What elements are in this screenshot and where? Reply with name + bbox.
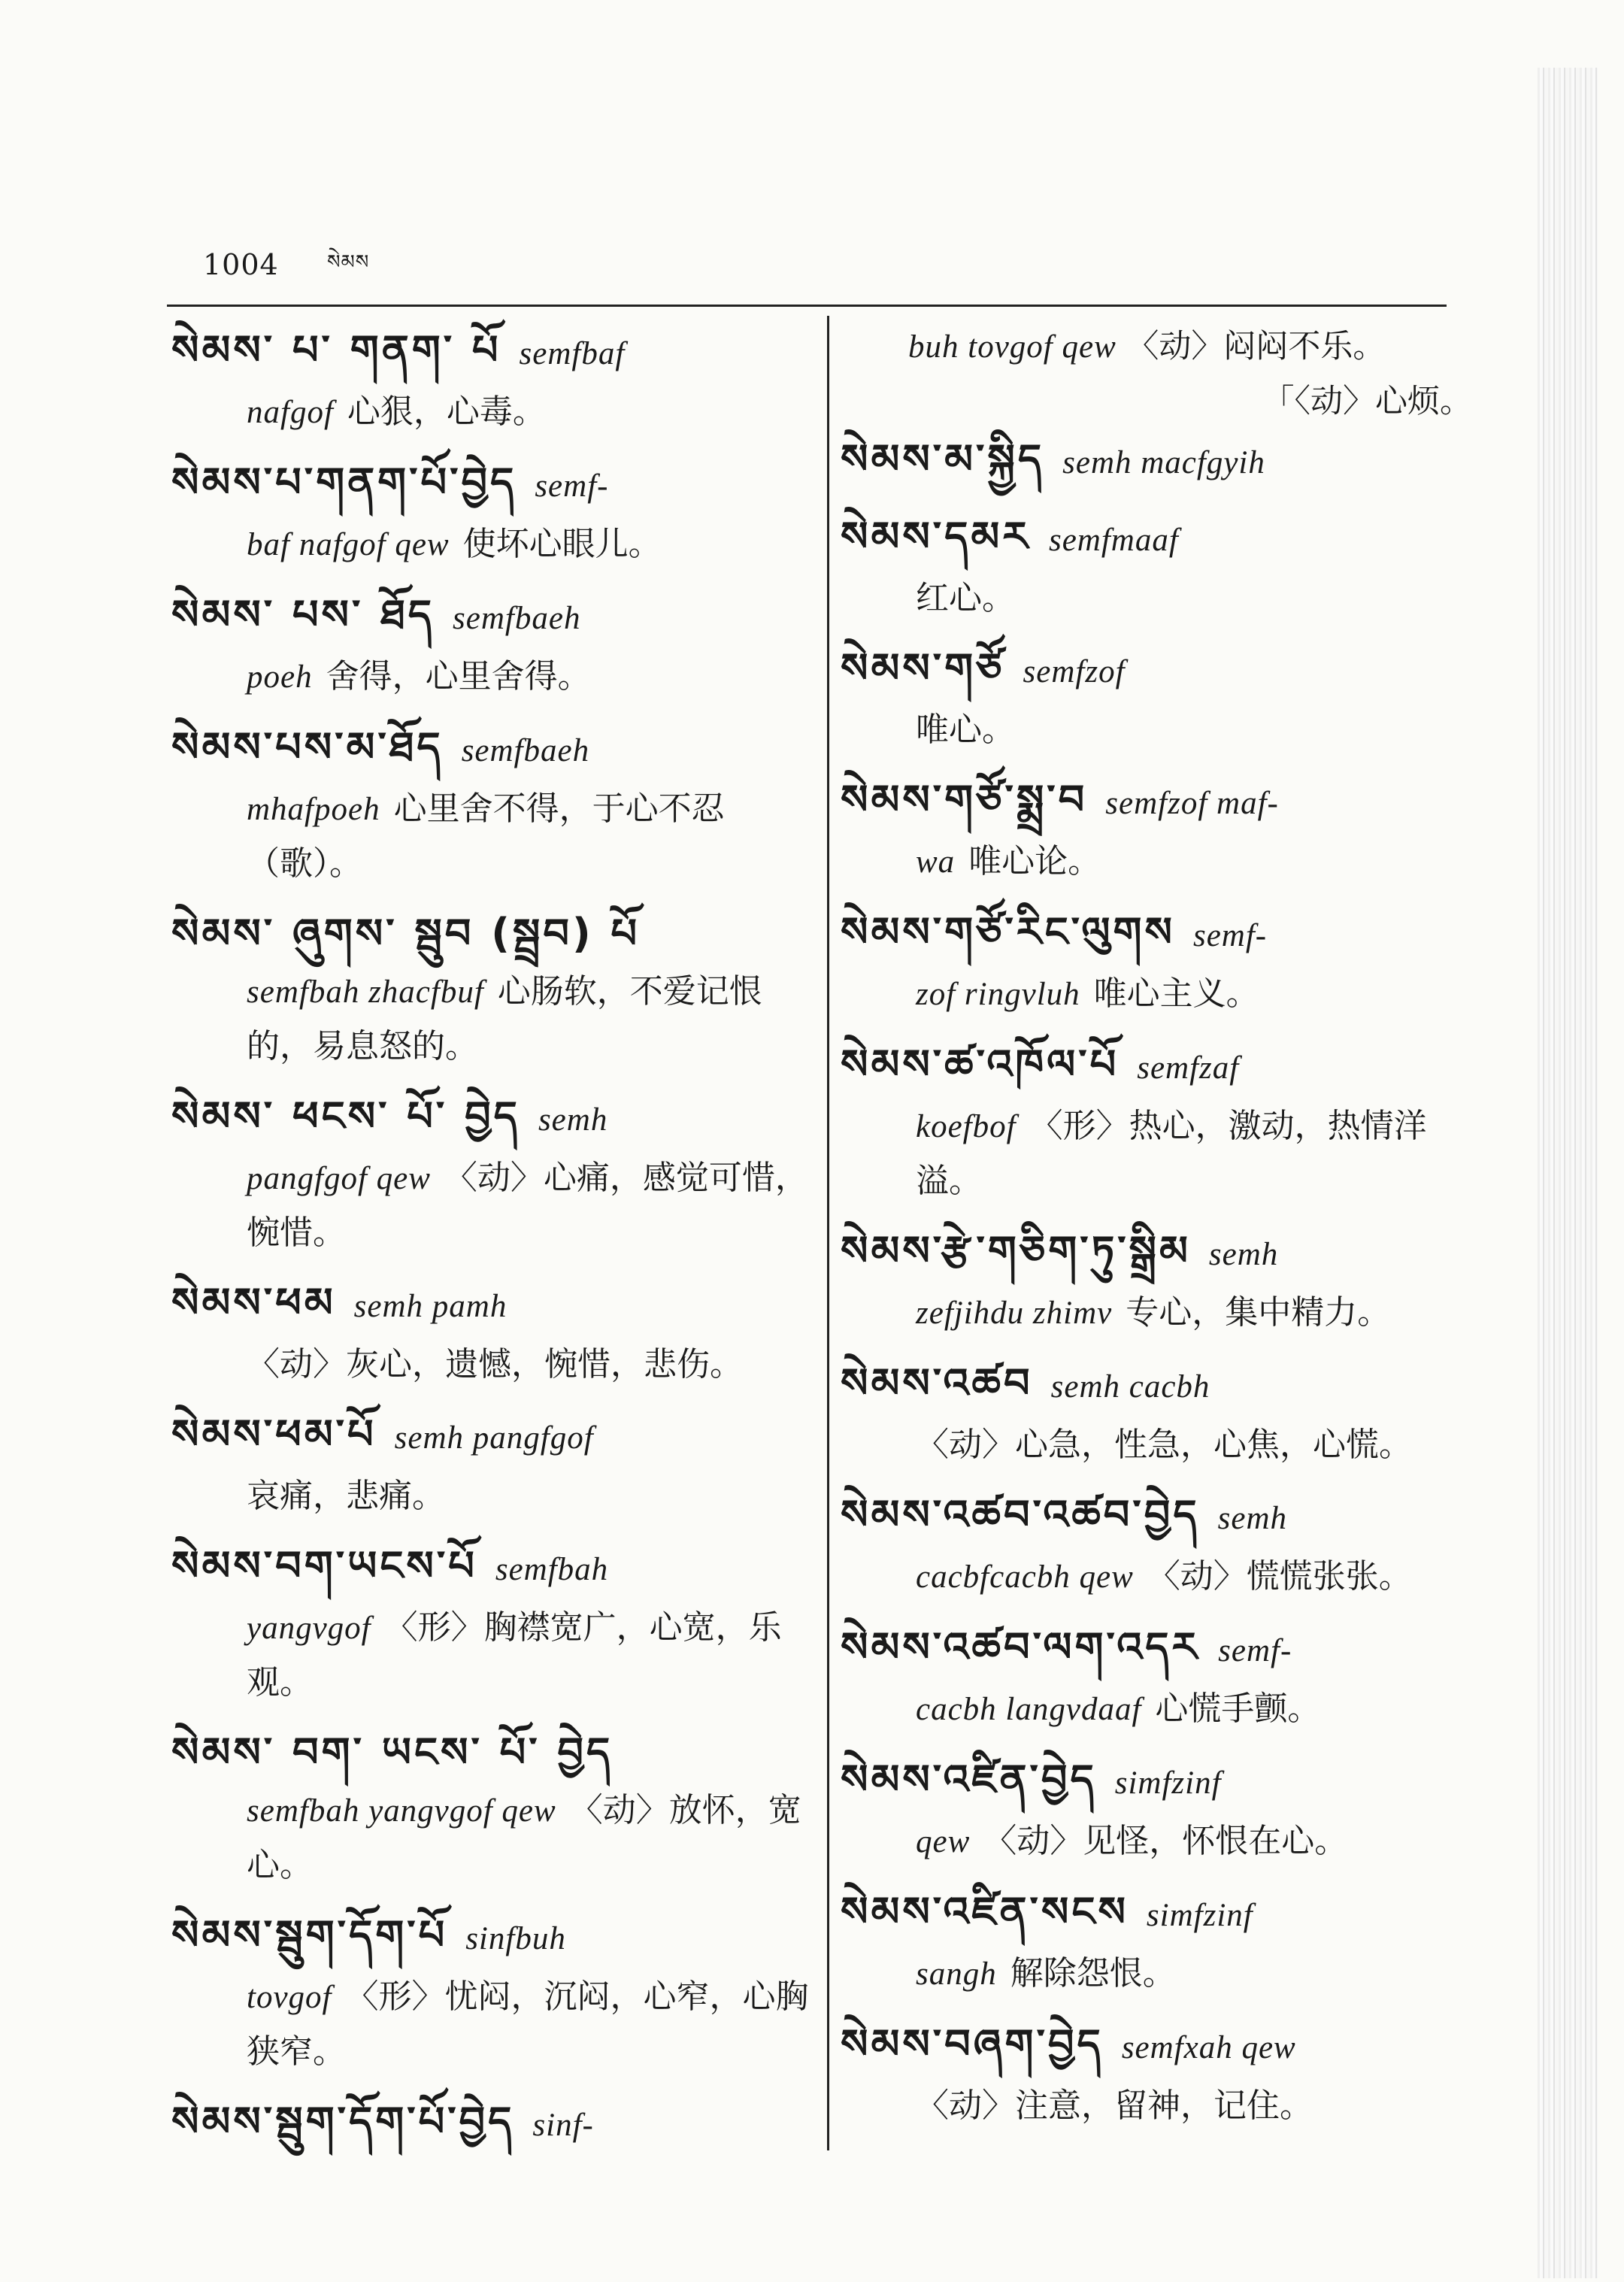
chinese-gloss: 心慌手颤。 <box>1155 1690 1321 1728</box>
romanization: sinf- <box>532 2108 594 2143</box>
chinese-gloss: 专心，集中精力。 <box>1126 1293 1391 1332</box>
dictionary-entry <box>171 2091 810 2156</box>
entry-definition <box>171 385 810 440</box>
chinese-gloss: 唯心论。 <box>968 842 1101 880</box>
romanization: semfzof maf- <box>1105 786 1279 821</box>
entry-definition <box>171 1469 810 1523</box>
tibetan-headword: སེམས་པས་མ་ཐོད <box>171 723 444 771</box>
dictionary-entry <box>841 1617 1480 1737</box>
chinese-gloss: 唯心。 <box>916 711 1015 749</box>
left-column <box>171 320 810 2168</box>
chinese-gloss: 心里舍不得，于心不忍（歌）。 <box>247 789 725 883</box>
entry-headline <box>171 2091 810 2156</box>
tibetan-headword: སེམས་འཚབ་ལག་འདར <box>841 1623 1201 1671</box>
romanization: semh <box>1208 1237 1279 1272</box>
entry-definition <box>841 571 1480 626</box>
tibetan-headword: སེམས་འཚབ་འཚབ་བྱེད <box>841 1491 1200 1538</box>
romanization: semh pangfgof <box>394 1420 594 1456</box>
right-column <box>841 320 1480 2145</box>
dictionary-entry <box>841 1220 1480 1341</box>
chinese-gloss: 使坏心眼儿。 <box>462 525 662 563</box>
tibetan-headword: སེམས་པ་གནག་པོ་བྱེད <box>171 459 517 506</box>
definition-romanization: tovgof <box>247 1980 332 2015</box>
definition-romanization: zefjihdu zhimv <box>916 1296 1113 1331</box>
tibetan-headword: སེམས་བཞག་བྱེད <box>841 2020 1104 2068</box>
entry-headline <box>171 452 810 517</box>
definition-romanization: semfbah yangvgof qew <box>247 1793 556 1829</box>
romanization: semfbah <box>495 1552 609 1587</box>
page-number: 1004 <box>203 248 279 281</box>
page-header <box>203 248 370 281</box>
tibetan-headword: སེམས་ པ་ གནག་ པོ <box>171 326 501 374</box>
dictionary-entry <box>841 1034 1480 1208</box>
dictionary-entry <box>841 429 1480 494</box>
scan-edge <box>1538 68 1598 2278</box>
tibetan-headword: སེམས་བག་ཡངས་པོ <box>171 1542 477 1590</box>
romanization: semfbaeh <box>461 733 590 768</box>
romanization: semfzaf <box>1137 1050 1240 1086</box>
chinese-gloss: 唯心主义。 <box>1093 974 1259 1013</box>
dictionary-entry <box>171 1535 810 1710</box>
entry-definition <box>841 703 1480 757</box>
definition-romanization: baf nafgof qew <box>247 527 450 562</box>
entry-headline <box>841 638 1480 703</box>
entry-definition <box>171 782 810 891</box>
chinese-gloss: 心狠，心毒。 <box>347 392 546 431</box>
dictionary-entry <box>841 1484 1480 1605</box>
continued-roman: buh tovgof qew <box>908 329 1116 365</box>
chinese-gloss: 舍得，心里舍得。 <box>326 657 591 696</box>
chinese-gloss: 哀痛，悲痛。 <box>247 1477 445 1515</box>
entry-headline <box>171 903 810 965</box>
entry-headline <box>841 1617 1480 1682</box>
romanization: semh <box>538 1102 608 1138</box>
entry-headline <box>171 584 810 650</box>
entry-headline <box>841 1034 1480 1099</box>
definition-romanization: pangfgof qew <box>247 1161 431 1196</box>
tibetan-headword: སེམས་སྦུག་དོག་པོ་བྱེད <box>171 2098 515 2145</box>
entry-headline <box>841 429 1480 494</box>
definition-romanization: koefbof <box>916 1109 1017 1144</box>
entry-headline <box>171 1272 810 1338</box>
entry-headline <box>841 769 1480 835</box>
tibetan-headword: སེམས་ པས་ ཐོད <box>171 591 435 638</box>
entry-definition <box>841 1550 1480 1605</box>
chinese-gloss: 〈动〉灰心，遗憾，惋惜，悲伤。 <box>247 1345 743 1383</box>
dictionary-entry <box>841 1353 1480 1472</box>
entry-definition <box>841 1814 1480 1869</box>
romanization: semh pamh <box>353 1289 508 1324</box>
dictionary-entry <box>841 902 1480 1022</box>
continued-entry <box>841 320 1480 429</box>
chinese-gloss: 〈动〉心急，性急，心焦，心慌。 <box>916 1426 1412 1464</box>
tibetan-headword: སེམས་འཛིན་བྱེད <box>841 1756 1097 1803</box>
entry-definition <box>841 967 1480 1022</box>
tibetan-headword: སེམས་སྦུག་དོག་པོ <box>171 1911 448 1959</box>
entry-definition <box>171 1151 810 1260</box>
entry-headline <box>841 2014 1480 2079</box>
entry-definition <box>171 650 810 705</box>
entry-definition <box>841 1286 1480 1341</box>
tibetan-headword: སེམས་ ཕངས་ པོ་ བྱེད <box>171 1093 520 1140</box>
definition-romanization: cacbh langvdaaf <box>916 1692 1142 1727</box>
romanization: semh macfgyih <box>1062 445 1265 480</box>
dictionary-entry <box>171 903 810 1074</box>
entry-headline <box>841 1749 1480 1814</box>
entry-headline <box>171 320 810 385</box>
chinese-gloss: 〈动〉注意，留神，记住。 <box>916 2087 1313 2125</box>
header-rule <box>167 305 1447 307</box>
romanization: semfbaeh <box>453 601 581 636</box>
entry-headline <box>171 717 810 782</box>
entry-definition <box>171 1338 810 1392</box>
dictionary-entry <box>171 1404 810 1523</box>
entry-headline <box>171 1086 810 1151</box>
entry-definition <box>171 965 810 1074</box>
entry-definition <box>841 1682 1480 1737</box>
entry-definition <box>841 835 1480 889</box>
chinese-gloss: 〈动〉见怪，怀恨在心。 <box>983 1822 1348 1860</box>
romanization: semh <box>1217 1501 1288 1536</box>
dictionary-entry <box>841 1749 1480 1869</box>
tibetan-headword: སེམས་ཕམ <box>171 1279 336 1326</box>
entry-definition <box>841 1099 1480 1208</box>
chinese-gloss: 〈动〉放怀，宽心。 <box>247 1791 801 1884</box>
tibetan-headword: སེམས་གཙོ <box>841 644 1005 692</box>
definition-romanization: qew <box>916 1824 971 1859</box>
entry-definition <box>841 1418 1480 1472</box>
definition-romanization: poeh <box>247 659 313 695</box>
chinese-gloss: 〈形〉热心，激动，热情洋溢。 <box>916 1107 1427 1200</box>
chinese-gloss: 〈动〉心痛，感觉可惜，惋惜。 <box>247 1159 808 1252</box>
definition-romanization: cacbfcacbh qew <box>916 1559 1134 1595</box>
romanization: semf- <box>535 468 609 504</box>
entry-headline <box>171 1535 810 1601</box>
chinese-gloss: 〈形〉胸襟宽广，心宽，乐观。 <box>247 1608 782 1702</box>
romanization: semf- <box>1218 1633 1292 1668</box>
tibetan-headword: སེམས་ བག་ ཡངས་ པོ་ བྱེད <box>171 1729 614 1776</box>
dictionary-entry <box>171 717 810 891</box>
dictionary-entry <box>841 769 1480 889</box>
entry-headline <box>841 902 1480 967</box>
romanization: semh cacbh <box>1050 1369 1210 1405</box>
chinese-gloss: 解除怨恨。 <box>1010 1954 1176 1993</box>
romanization: semfxah qew <box>1121 2030 1296 2065</box>
romanization: semfbaf <box>519 336 626 371</box>
tibetan-headword: སེམས་གཙོ་སྨྲ་བ <box>841 776 1088 823</box>
chinese-gloss: 心肠软，不爱记恨的，易息怒的。 <box>247 972 762 1065</box>
definition-romanization: wa <box>916 844 956 880</box>
romanization: semfmaaf <box>1048 523 1179 558</box>
definition-romanization: zof ringvluh <box>916 977 1080 1012</box>
entry-headline <box>841 1220 1480 1286</box>
dictionary-entry <box>171 1905 810 2079</box>
dictionary-entry <box>841 506 1480 626</box>
tibetan-headword: སེམས་རྩེ་གཅིག་ཏུ་སྒྲིམ <box>841 1227 1191 1274</box>
definition-romanization: nafgof <box>247 395 334 430</box>
entry-definition <box>171 517 810 572</box>
definition-romanization: sangh <box>916 1956 997 1992</box>
definition-romanization: yangvgof <box>247 1611 371 1646</box>
dictionary-entry <box>841 2014 1480 2133</box>
dictionary-entry <box>841 638 1480 757</box>
dictionary-entry <box>171 1722 810 1893</box>
tibetan-headword: སེམས་ ཞུགས་ སྦུབ (སྦྲབ) པོ <box>171 910 641 957</box>
dictionary-entry <box>171 1086 810 1260</box>
dictionary-entry <box>171 452 810 572</box>
chinese-gloss: 〈动〉慌慌张张。 <box>1147 1557 1412 1596</box>
entry-definition <box>841 1947 1480 2002</box>
dictionary-entry <box>171 584 810 705</box>
entry-headline <box>841 1484 1480 1550</box>
chinese-gloss: 红心。 <box>916 579 1015 617</box>
continued-gloss: 〈动〉闷闷不乐。 <box>1126 328 1386 365</box>
romanization: semfzof <box>1023 654 1126 689</box>
column-divider <box>827 316 829 2150</box>
entry-headline <box>841 1881 1480 1947</box>
continued-tail: 「〈动〉心烦。 <box>1262 383 1472 420</box>
dictionary-entry <box>171 1272 810 1392</box>
romanization: semf- <box>1192 918 1268 953</box>
entry-definition <box>171 1783 810 1893</box>
tibetan-headword: སེམས་འཚབ <box>841 1359 1033 1407</box>
tibetan-headword: སེམས་ཕམ་པོ <box>171 1411 377 1458</box>
entry-headline <box>171 1404 810 1469</box>
definition-romanization: semfbah zhacfbuf <box>247 974 484 1010</box>
romanization: simfzinf <box>1114 1765 1222 1801</box>
entry-headline <box>171 1722 810 1783</box>
romanization: sinfbuh <box>465 1921 566 1956</box>
entry-headline <box>841 506 1480 571</box>
dictionary-entry <box>171 320 810 440</box>
entry-definition <box>171 1601 810 1710</box>
entry-headline <box>841 1353 1480 1418</box>
tibetan-headword: སེམས་དམར <box>841 513 1031 560</box>
entry-definition <box>171 1970 810 2079</box>
dictionary-entry <box>841 1881 1480 2002</box>
entry-definition <box>841 2079 1480 2133</box>
definition-romanization: mhafpoeh <box>247 792 380 827</box>
entry-headline <box>171 1905 810 1970</box>
tibetan-headword: སེམས་གཙོ་རིང་ལུགས <box>841 908 1175 956</box>
romanization: simfzinf <box>1146 1898 1253 1933</box>
running-head: སེམས <box>327 251 370 274</box>
tibetan-headword: སེམས་ཚ་འཁོལ་པོ <box>841 1041 1120 1088</box>
tibetan-headword: སེམས་མ་སྐྱིད <box>841 435 1045 483</box>
chinese-gloss: 〈形〉忧闷，沉闷，心窄，心胸狭窄。 <box>247 1977 809 2071</box>
tibetan-headword: སེམས་འཛིན་སངས <box>841 1888 1129 1935</box>
